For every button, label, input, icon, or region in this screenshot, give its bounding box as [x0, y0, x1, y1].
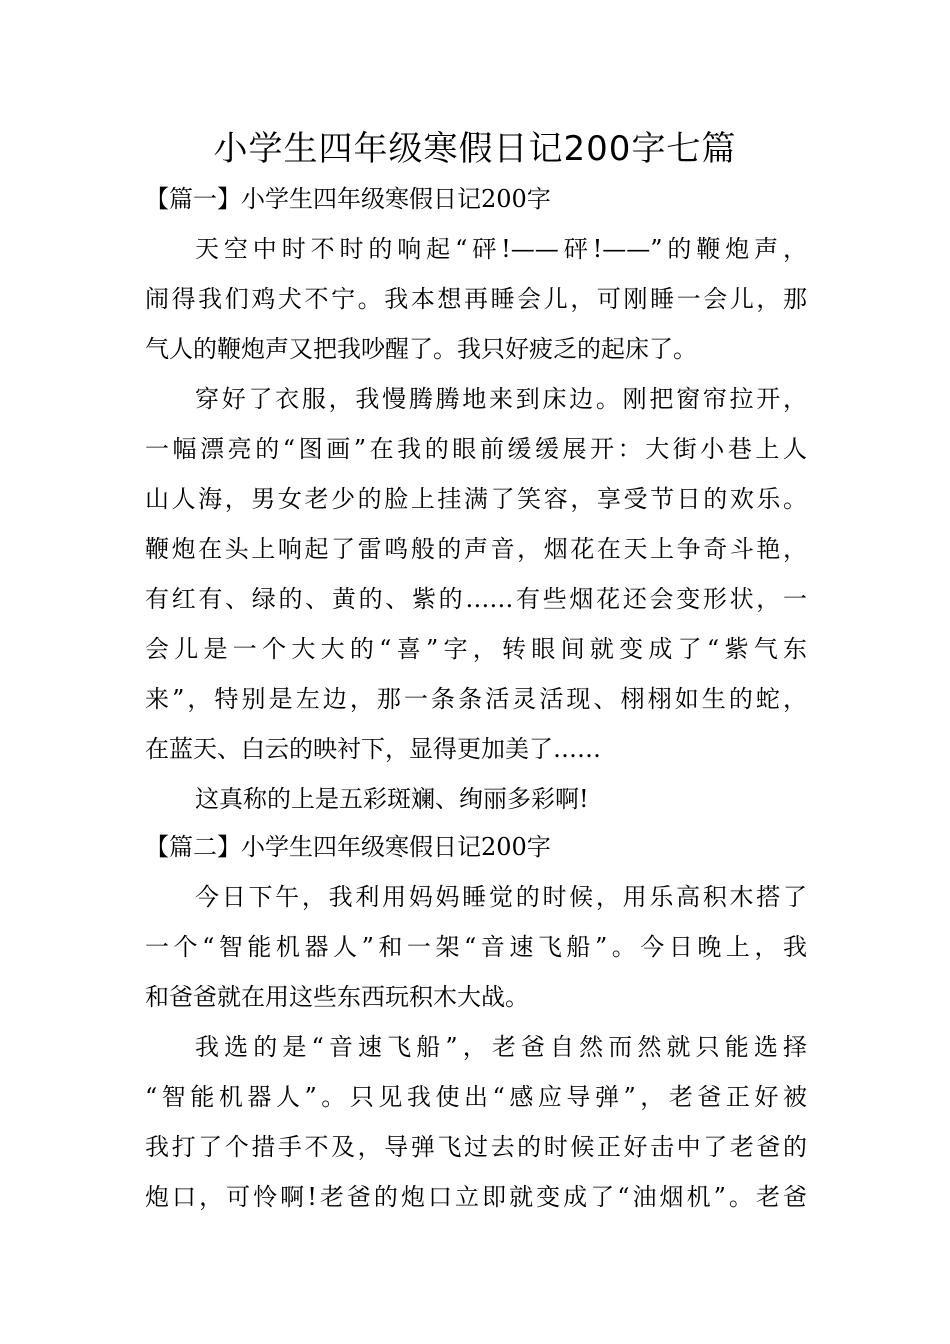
paragraph-line: 在蓝天、白云的映衬下，显得更加美了……: [145, 735, 601, 763]
paragraph-line: 天空中时不时的响起“砰!——砰!——”的鞭炮声，: [195, 235, 807, 263]
paragraph-line: 和爸爸就在用这些东西玩积木大战。: [145, 983, 529, 1011]
paragraph-line: 一幅漂亮的“图画”在我的眼前缓缓展开：大街小巷上人: [145, 435, 807, 463]
paragraph-line: 闹得我们鸡犬不宁。我本想再睡会儿，可刚睡一会儿，那: [145, 285, 807, 313]
section-heading: 【篇一】小学生四年级寒假日记200字: [145, 185, 551, 213]
paragraph-line: 有红有、绿的、黄的、紫的……有些烟花还会变形状，一: [145, 585, 807, 613]
paragraph-line: 今日下午，我利用妈妈睡觉的时候，用乐高积木搭了: [195, 883, 807, 911]
paragraph-line: 我打了个措手不及，导弹飞过去的时候正好击中了老爸的: [145, 1133, 807, 1161]
paragraph-line: 这真称的上是五彩斑斓、绚丽多彩啊!: [195, 785, 589, 813]
paragraph-line: “智能机器人”。只见我使出“感应导弹”，老爸正好被: [145, 1083, 807, 1111]
document-title: 小学生四年级寒假日记200字七篇: [213, 129, 737, 169]
paragraph-line: 穿好了衣服，我慢腾腾地来到床边。刚把窗帘拉开，: [195, 385, 807, 413]
paragraph-line: 来”，特别是左边，那一条条活灵活现、栩栩如生的蛇，: [145, 685, 807, 713]
section-heading: 【篇二】小学生四年级寒假日记200字: [145, 833, 551, 861]
paragraph-line: 山人海，男女老少的脸上挂满了笑容，享受节日的欢乐。: [145, 485, 807, 513]
paragraph-line: 气人的鞭炮声又把我吵醒了。我只好疲乏的起床了。: [145, 335, 697, 363]
paragraph-line: 炮口，可怜啊!老爸的炮口立即就变成了“油烟机”。老爸: [145, 1183, 807, 1211]
paragraph-line: 会儿是一个大大的“喜”字，转眼间就变成了“紫气东: [145, 635, 807, 663]
paragraph-line: 一个“智能机器人”和一架“音速飞船”。今日晚上，我: [145, 933, 807, 961]
paragraph-line: 我选的是“音速飞船”，老爸自然而然就只能选择: [195, 1033, 807, 1061]
paragraph-line: 鞭炮在头上响起了雷鸣般的声音，烟花在天上争奇斗艳，: [145, 535, 807, 563]
